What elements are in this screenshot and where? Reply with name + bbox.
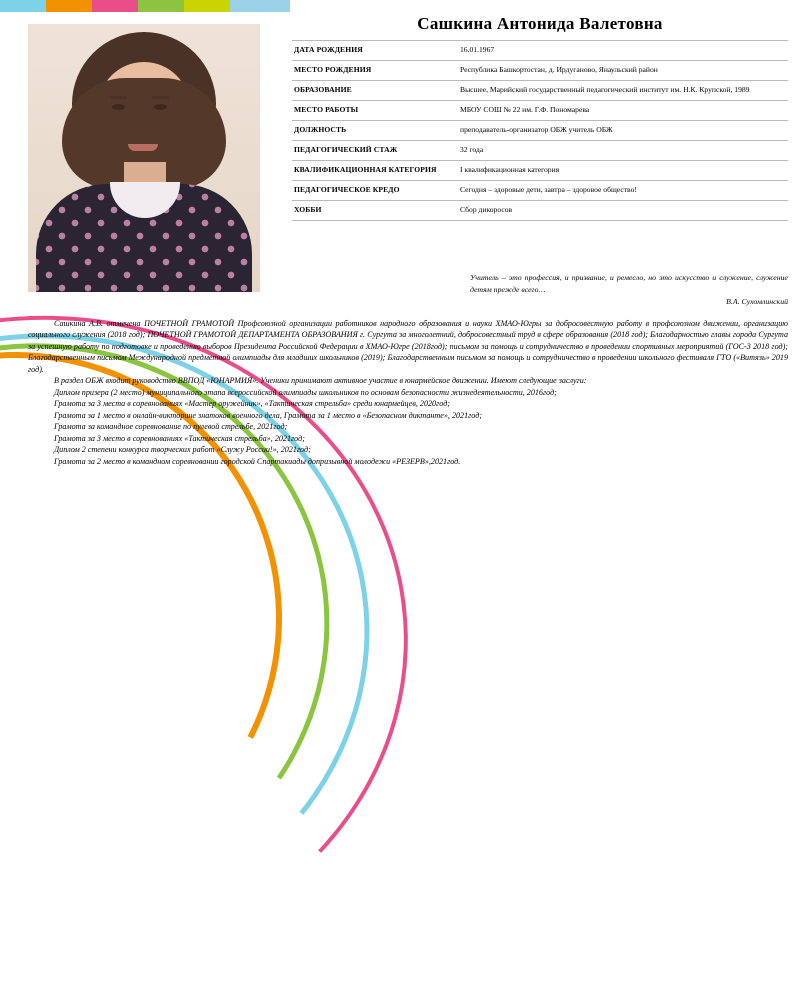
info-value: 32 года	[454, 141, 788, 161]
list-item: Грамота за 3 места в соревнованиях «Мастер оружейник», «Тактическая стрельба» среди юнармейцев, 2020год;	[54, 399, 450, 409]
strip-segment-orange	[46, 0, 92, 12]
table-row	[292, 181, 788, 201]
strip-segment-lime	[184, 0, 230, 12]
info-value: Сбор дикоросов	[454, 201, 788, 221]
info-value: преподаватель-организатор ОБЖ учитель ОБЖ	[454, 121, 788, 141]
paragraph-awards: Сашкина А.В. отмечена ПОЧЕТНОЙ ГРАМОТОЙ Профсоюзной организации работников народного образования и науки ХМАО-Югры за добросовестную работу в профсоюзном движении, организацию социального служения (2018 год); ПОЧЕТНОЙ ГРАМОТОЙ ДЕПАРТАМЕНТА ОБРАЗОВАНИЯ г. Сургута за многолетний, добросовестный труд в сфере образования (2018 год); Благодарностью главы города Сургута за успешную работу по подготовке и проведению выборов Президента Российской Федерации в ХМАО-Югре (2018год); письмом за помощь и сотрудничество в проведении спортивных мероприятий (ГОС-3 2018 год); Благодарственным письмом Международной предметной олимпиады для младших школьников (2019); Благодарственным письмом за помощь и сотрудничество в проведении школьного фестиваля ГТО («Витязь» 2019 год).	[28, 319, 788, 374]
epigraph-text: Учитель – это профессия, и призвание, и ремесло, но это искусство и служение, служение детям прежде всего…	[470, 273, 788, 294]
page-title: Сашкина Антонида Валетовна	[417, 14, 663, 33]
info-value: Республика Башкортостан, д. Ирдугановo, Янаульский район	[454, 61, 788, 81]
table-row	[292, 121, 788, 141]
strip-segment-green	[138, 0, 184, 12]
info-value: 16.01.1967	[454, 41, 788, 61]
info-key: ПЕДАГОГИЧЕСКОЕ КРЕДО	[292, 181, 454, 201]
info-value: Сегодня – здоровые дети, завтра – здоровое общество!	[454, 181, 788, 201]
photo-brow-left	[110, 96, 127, 99]
info-key: МЕСТО РОЖДЕНИЯ	[292, 61, 454, 81]
personal-info-table-body	[292, 41, 788, 221]
body-text	[28, 318, 788, 467]
table-row	[292, 161, 788, 181]
table-row	[292, 141, 788, 161]
info-value: Высшее, Марийский государственный педагогический институт им. Н.К. Крупской, 1989	[454, 81, 788, 101]
strip-segment-cyan	[0, 0, 46, 12]
list-item: Грамота за 2 место в командном соревновании городской Спартакиады допризывной молодежи «РЕЗЕРВ»,2021год.	[54, 456, 461, 466]
portrait-photo	[28, 24, 260, 292]
strip-segment-pink	[92, 0, 138, 12]
info-key: ПЕДАГОГИЧЕСКИЙ СТАЖ	[292, 141, 454, 161]
strip-segment-lightblue	[230, 0, 290, 12]
personal-info-table	[292, 40, 788, 221]
table-row	[292, 61, 788, 81]
epigraph	[470, 272, 788, 308]
table-row	[292, 81, 788, 101]
table-row	[292, 101, 788, 121]
list-item: Грамота за командное соревнование по пулевой стрельбе, 2021год;	[54, 422, 288, 432]
info-key: ХОББИ	[292, 201, 454, 221]
info-key: МЕСТО РАБОТЫ	[292, 101, 454, 121]
photo-eye-left	[112, 104, 125, 110]
info-key: ОБРАЗОВАНИЕ	[292, 81, 454, 101]
info-key: ДОЛЖНОСТЬ	[292, 121, 454, 141]
list-item: Грамота за 1 место в онлайн-викторине знатоков военного дела, Грамота за 1 место в «Безопасном диктанте», 2021год;	[54, 410, 483, 420]
photo-mouth	[128, 144, 158, 151]
top-color-strip	[0, 0, 290, 12]
list-item: Диплом призера (2 место) муниципального этапа всероссийской олимпиады школьников по основам безопасности жизнедеятельности, 2016год;	[54, 387, 557, 397]
info-value: I квалификационная категория	[454, 161, 788, 181]
photo-eye-right	[154, 104, 167, 110]
info-key: ДАТА РОЖДЕНИЯ	[292, 41, 454, 61]
table-row	[292, 41, 788, 61]
table-row	[292, 201, 788, 221]
photo-brow-right	[152, 96, 169, 99]
paragraph-yunarmia: В раздел ОБЖ входит руководство ВВПОД «ЮНАРМИЯ». Ученики принимают активное участие в юнармейское движении. Имеют следующие заслуги:	[54, 376, 587, 386]
list-item: Грамота за 3 место в соревнованиях «Тактическая стрельба», 2021год;	[54, 433, 305, 443]
list-item: Диплом 2 степени конкурса творческих работ «Служу России!», 2021год;	[54, 445, 311, 455]
info-key: КВАЛИФИКАЦИОННАЯ КАТЕГОРИЯ	[292, 161, 454, 181]
info-value: МБОУ СОШ № 22 им. Г.Ф. Пономарева	[454, 101, 788, 121]
epigraph-author: В.А. Сухомлинский	[726, 297, 788, 307]
